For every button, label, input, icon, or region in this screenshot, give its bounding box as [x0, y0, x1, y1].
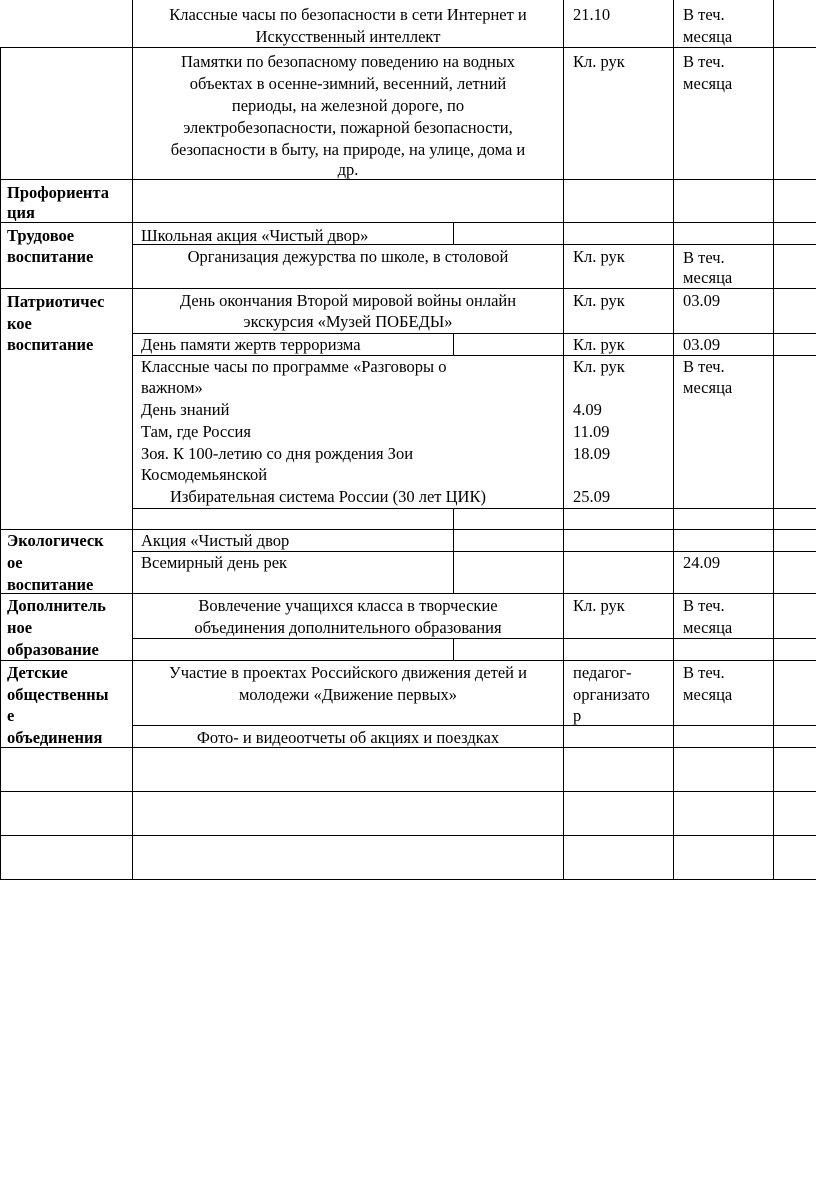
- table-rule: [673, 0, 674, 880]
- table-rule: [453, 333, 454, 356]
- table-rule: [0, 835, 816, 836]
- event-text: Зоя. К 100-летию со дня рождения Зои: [141, 444, 414, 463]
- table-rule: [453, 508, 454, 594]
- date-text: В теч.: [683, 357, 725, 376]
- table-rule: [453, 638, 454, 661]
- event-text: День знаний: [141, 400, 230, 419]
- responsible-text: Кл. рук: [573, 52, 625, 71]
- event-text: Классные часы по безопасности в сети Интернет и: [169, 5, 527, 24]
- section-title: воспитание: [7, 247, 94, 266]
- event-text: Классные часы по программе «Разговоры о: [141, 357, 447, 376]
- table-rule: [0, 660, 816, 661]
- date-text: 03.09: [683, 335, 721, 354]
- responsible-text: Кл. рук: [573, 357, 625, 376]
- event-text: Участие в проектах Российского движения детей и: [169, 663, 527, 682]
- event-text: объектах в осенне-зимний, весенний, летний: [189, 74, 507, 93]
- event-text: экскурсия «Музей ПОБЕДЫ»: [243, 312, 453, 331]
- section-title: Дополнитель: [7, 596, 106, 615]
- date-text: В теч.: [683, 52, 725, 71]
- table-rule: [563, 0, 564, 880]
- date-text: месяца: [683, 27, 733, 46]
- event-text: Космодемьянской: [141, 465, 268, 484]
- event-text: важном»: [141, 378, 203, 397]
- section-title: воспитание: [7, 335, 94, 354]
- section-title: е: [7, 706, 15, 725]
- date-text: 11.09: [573, 422, 610, 441]
- event-text: электробезопасности, пожарной безопасности,: [183, 118, 513, 137]
- date-text: месяца: [683, 74, 733, 93]
- responsible-text: р: [573, 706, 582, 725]
- event-text: периоды, на железной дороге, по: [231, 96, 465, 115]
- event-text: Фото- и видеоотчеты об акциях и поездках: [196, 728, 500, 747]
- date-text: 4.09: [573, 400, 602, 419]
- event-text: Организация дежурства по школе, в столовой: [187, 247, 509, 266]
- section-title: образование: [7, 640, 99, 659]
- event-text: др.: [337, 160, 359, 179]
- responsible-text: Кл. рук: [573, 291, 625, 310]
- date-text: месяца: [683, 685, 733, 704]
- section-title: ция: [7, 203, 35, 222]
- event-text: День окончания Второй мировой войны онлайн: [179, 291, 517, 310]
- event-text: Школьная акция «Чистый двор»: [141, 226, 369, 245]
- event-text: Искусственный интеллект: [255, 27, 441, 46]
- section-title: кое: [7, 314, 32, 333]
- section-title: объединения: [7, 728, 103, 747]
- date-text: В теч.: [683, 663, 725, 682]
- date-text: 24.09: [683, 553, 721, 572]
- date-text: месяца: [683, 268, 733, 287]
- section-title: Патриотичес: [7, 292, 105, 311]
- responsible-text: Кл. рук: [573, 247, 625, 266]
- responsible-text: 21.10: [573, 5, 611, 24]
- section-title: Трудовое: [7, 226, 75, 245]
- section-title: Профориента: [7, 183, 109, 202]
- responsible-text: Кл. рук: [573, 335, 625, 354]
- section-title: общественны: [7, 685, 109, 704]
- table-rule: [132, 725, 816, 726]
- date-text: В теч.: [683, 5, 725, 24]
- section-title: Детские: [7, 663, 68, 682]
- section-title: воспитание: [7, 575, 94, 594]
- section-title: Экологическ: [7, 531, 104, 550]
- event-text: Всемирный день рек: [141, 553, 288, 572]
- date-text: В теч.: [683, 248, 725, 267]
- event-text: молодежи «Движение первых»: [238, 685, 458, 704]
- table-rule: [0, 879, 816, 880]
- responsible-text: Кл. рук: [573, 596, 625, 615]
- date-text: 03.09: [683, 291, 721, 310]
- table-rule: [0, 529, 816, 530]
- event-text: объединения дополнительного образования: [194, 618, 502, 637]
- table-rule: [0, 222, 816, 223]
- table-rule: [773, 0, 774, 880]
- section-title: ное: [7, 618, 33, 637]
- date-text: месяца: [683, 378, 733, 397]
- event-text: Там, где Россия: [141, 422, 251, 441]
- event-text: безопасности в быту, на природе, на улице, дома и: [170, 140, 526, 159]
- table-rule: [132, 747, 133, 880]
- responsible-text: организато: [573, 685, 650, 704]
- table-rule: [0, 47, 1, 880]
- table-rule: [453, 222, 454, 245]
- date-text: 18.09: [573, 444, 611, 463]
- event-text: Избирательная система России (30 лет ЦИК): [170, 487, 486, 506]
- event-text: Акция «Чистый двор: [141, 531, 290, 550]
- date-text: месяца: [683, 618, 733, 637]
- date-text: 25.09: [573, 487, 611, 506]
- table-rule: [0, 593, 816, 594]
- table-rule: [0, 791, 816, 792]
- event-text: Памятки по безопасному поведению на водных: [180, 52, 516, 71]
- responsible-text: педагог-: [573, 663, 632, 682]
- date-text: В теч.: [683, 596, 725, 615]
- section-title: ое: [7, 553, 23, 572]
- table-rule: [132, 508, 816, 509]
- event-text: День памяти жертв терроризма: [141, 335, 361, 354]
- event-text: Вовлечение учащихся класса в творческие: [198, 596, 498, 615]
